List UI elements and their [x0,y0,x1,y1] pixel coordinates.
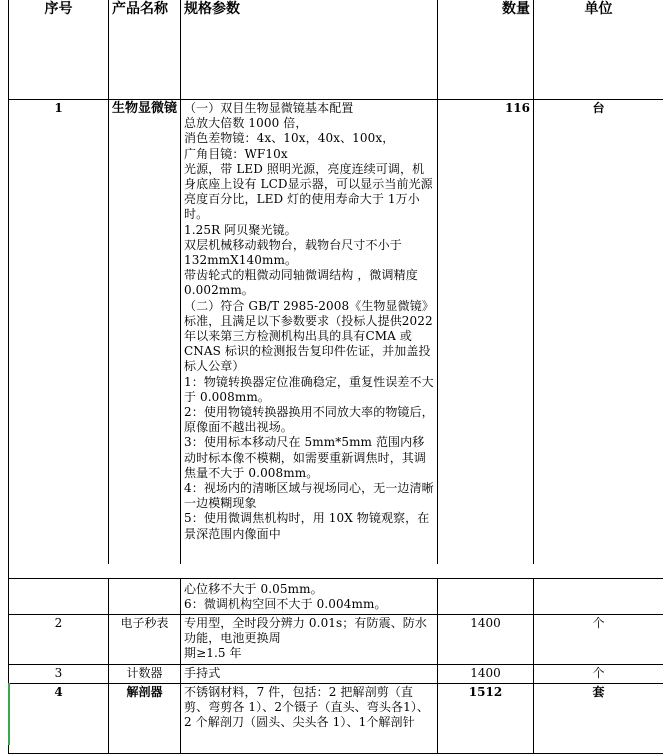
row-unit: 个 [534,665,663,684]
row-unit: 个 [534,615,663,665]
row-unit: 套 [534,684,663,754]
row-qty: 1400 [438,615,534,665]
row-product-name: 解剖器 [109,684,181,754]
table-row [9,684,663,754]
table-row [9,665,663,684]
row-qty [438,579,534,615]
row-product-name: 电子秒表 [109,615,181,665]
procurement-table-upper [8,0,663,565]
row-unit: 台 [534,100,663,565]
row-seq: 4 [9,684,109,754]
header-product-name: 产品名称 [109,0,181,100]
row-unit [534,579,663,615]
row-qty: 116 [438,100,534,565]
header-seq: 序号 [9,0,109,100]
table-row [9,579,663,615]
row-spec: 专用型，全时段分辨力 0.01s；有防震、防水功能，电池更换周 期≥1.5 年 [181,615,438,665]
row-product-name [109,579,181,615]
row-seq: 3 [9,665,109,684]
row-seq [9,579,109,615]
header-qty: 数量 [438,0,534,100]
header-row [9,0,663,100]
header-spec: 规格参数 [181,0,438,100]
table-row [9,615,663,665]
row-qty: 1512 [438,684,534,754]
row-qty: 1400 [438,665,534,684]
selection-indicator [0,683,10,745]
row-spec: （一）双目生物显微镜基本配置 总放大倍数 1000 倍， 消色差物镜：4x、10x，40x、100x， 广角目镜：WF10x 光源，带 LED 照明光源，亮度连续可调，机身底座上设有 LCD显示器，可以显示当前光源亮度百分比，LED 灯的使用寿命大于 1万小时。 1.25R 阿贝聚光镜。 双层机械移动载物台，载物台尺寸不小于132mmX140mm。 带齿轮式的粗微动同轴微调结构 ，微调精度 0.002mm。 （二）符合 GB/T 2985-2008《生物显微镜》标准，且满足以下参数要求（投标人提供2022 年以来第三方检测机构出具的具有CMA 或 CNAS 标识的检测报告复印件佐证，并加盖投标人公章） 1：物镜转换器定位准确稳定，重复性误差不大于 0.008mm。 2：使用物镜转换器换用不同放大率的物镜后，原像面不越出视场。 3：使用标本移动尺在 5mm*5mm 范围内移动时标本像不模糊，如需要重新调焦时，其调焦量不大于 0.008mm。 4：视场内的清晰区域与视场同心，无一边清晰一边模糊现象 5：使用微调焦机构时，用 10X 物镜观察，在景深范围内像面中 [181,100,438,565]
row-spec: 心位移不大于 0.05mm。 6：微调机构空回不大于 0.004mm。 [181,579,438,615]
row-product-name: 计数器 [109,665,181,684]
row-spec: 不锈钢材料，7 件，包括：2 把解剖剪（直剪、弯剪各 1）、2个镊子（直头、弯头各1）、2 个解剖刀（圆头、尖头各 1）、1个解剖针 [181,684,438,754]
page-break-gap [8,564,663,578]
row-product-name: 生物显微镜 [109,100,181,565]
row-spec: 手持式 [181,665,438,684]
row-seq: 1 [9,100,109,565]
row-seq: 2 [9,615,109,665]
procurement-table-lower [8,578,663,754]
header-unit: 单位 [534,0,663,100]
table-row [9,100,663,565]
